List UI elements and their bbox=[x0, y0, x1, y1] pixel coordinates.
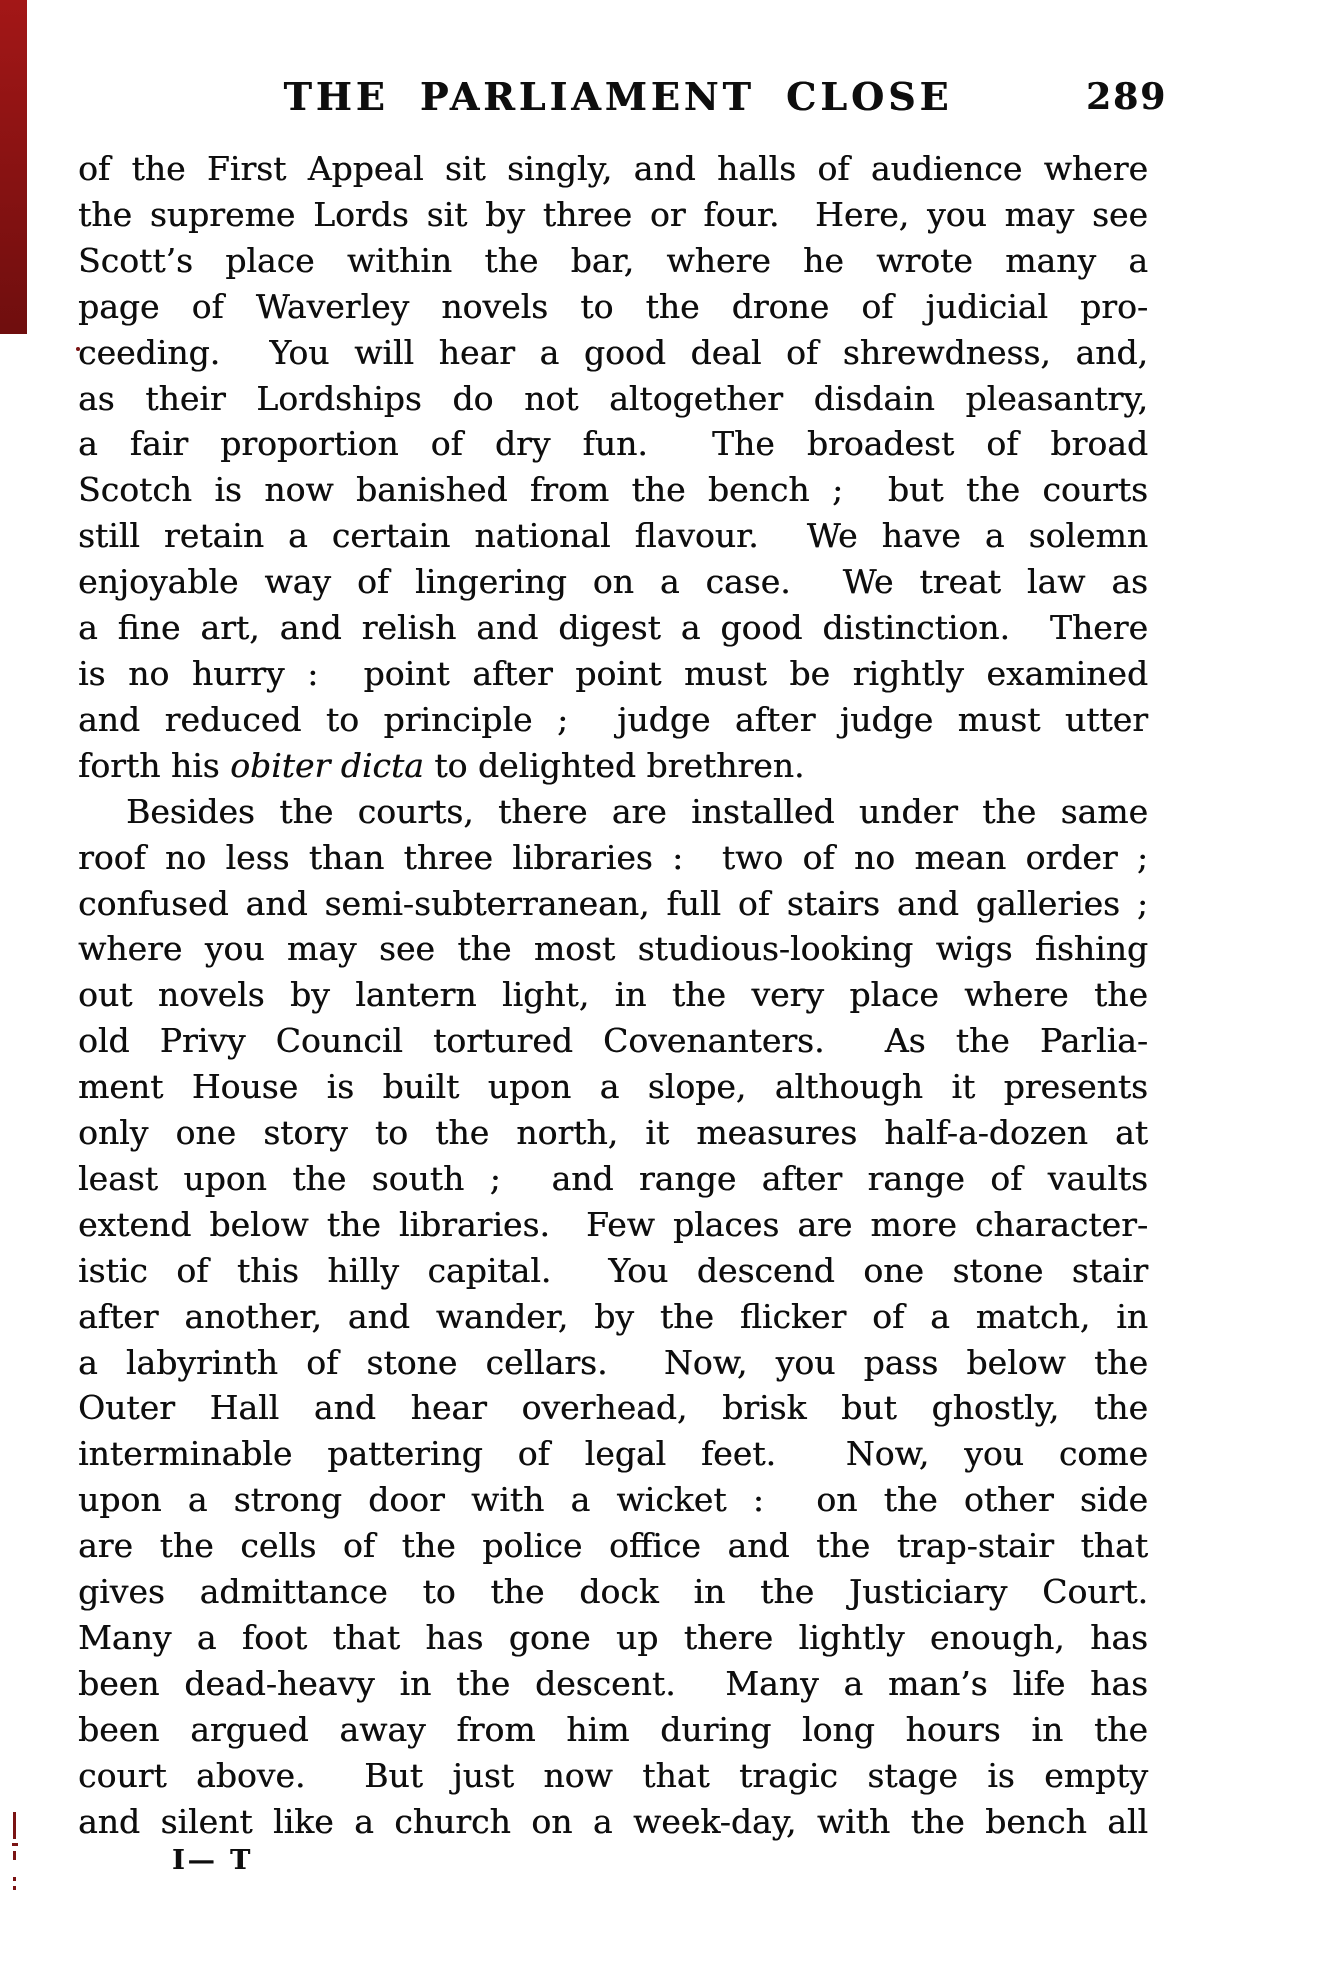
text-line: the supreme Lords sit by three or four. Here, you may see bbox=[78, 194, 1148, 234]
italic-phrase: obiter dicta bbox=[230, 745, 424, 785]
body-text bbox=[78, 146, 1148, 1845]
text-line: Scott’s place within the bar, where he wrote many a bbox=[78, 240, 1148, 280]
running-title: THE PARLIAMENT CLOSE bbox=[283, 74, 953, 119]
text-line: Many a foot that has gone up there lightly enough, has bbox=[78, 1618, 1148, 1657]
page-number: 289 bbox=[1086, 76, 1168, 118]
text-line: are the cells of the police office and the trap-stair that bbox=[78, 1526, 1148, 1566]
text-line: confused and semi-subterranean, full of stairs and galleries ; bbox=[78, 883, 1148, 923]
text-segment: to delighted brethren. bbox=[423, 745, 805, 785]
text-line: a fair proportion of dry fun. The broadest of broad bbox=[78, 424, 1148, 464]
text-line: a fine art, and relish and digest a good distinction. There bbox=[78, 608, 1148, 648]
text-line: old Privy Council tortured Covenanters. As the Parlia- bbox=[78, 1021, 1148, 1061]
edge-mark-artifact bbox=[13, 1851, 16, 1860]
edge-mark-artifact bbox=[13, 1812, 16, 1839]
text-line: after another, and wander, by the flicker of a match, in bbox=[78, 1296, 1148, 1336]
red-ribbon-artifact bbox=[0, 0, 27, 334]
text-line: only one story to the north, it measures half-a-dozen at bbox=[78, 1113, 1148, 1153]
text-line: upon a strong door with a wicket : on the other side bbox=[78, 1480, 1148, 1520]
text-line: Besides the courts, there are installed under the same bbox=[126, 791, 1148, 831]
edge-mark-artifact bbox=[13, 1886, 16, 1890]
text-line: roof no less than three libraries : two of no mean order ; bbox=[78, 837, 1148, 877]
text-line: and reduced to principle ; judge after judge must utter bbox=[78, 699, 1148, 739]
text-line: been argued away from him during long hours in the bbox=[78, 1709, 1148, 1749]
text-line: ment House is built upon a slope, although it presents bbox=[78, 1067, 1148, 1107]
text-line bbox=[78, 743, 1148, 789]
text-line: least upon the south ; and range after range of vaults bbox=[78, 1158, 1148, 1198]
text-line: court above. But just now that tragic stage is empty bbox=[78, 1755, 1148, 1795]
text-line: Scotch is now banished from the bench ; but the courts bbox=[78, 470, 1148, 510]
text-line: and silent like a church on a week-day, with the bench all bbox=[78, 1801, 1148, 1841]
text-line: interminable pattering of legal feet. Now, you come bbox=[78, 1434, 1148, 1474]
text-line: as their Lordships do not altogether disdain pleasantry, bbox=[78, 378, 1148, 418]
text-line: enjoyable way of lingering on a case. We treat law as bbox=[78, 562, 1148, 602]
text-segment: forth his bbox=[78, 745, 231, 785]
text-line: extend below the libraries. Few places are more character- bbox=[78, 1204, 1148, 1244]
page-header bbox=[78, 74, 1168, 122]
edge-mark-artifact bbox=[12, 1843, 18, 1846]
text-line: been dead-heavy in the descent. Many a man’s life has bbox=[78, 1663, 1148, 1703]
text-line: of the First Appeal sit singly, and halls of audience where bbox=[78, 149, 1148, 188]
text-line: istic of this hilly capital. You descend one stone stair bbox=[78, 1250, 1148, 1290]
text-line: page of Waverley novels to the drone of judicial pro- bbox=[78, 286, 1148, 326]
text-line: a labyrinth of stone cellars. Now, you pass below the bbox=[78, 1342, 1148, 1382]
text-line: ceeding. You will hear a good deal of shrewdness, and, bbox=[78, 332, 1148, 372]
text-line: Outer Hall and hear overhead, brisk but ghostly, the bbox=[78, 1388, 1148, 1428]
text-line: out novels by lantern light, in the very place where the bbox=[78, 975, 1148, 1015]
text-line: gives admittance to the dock in the Justiciary Court. bbox=[78, 1572, 1148, 1612]
text-line: still retain a certain national flavour. We have a solemn bbox=[78, 516, 1148, 556]
edge-mark-artifact bbox=[13, 1877, 16, 1881]
text-line: where you may see the most studious-looking wigs fishing bbox=[78, 929, 1148, 969]
text-line: is no hurry : point after point must be rightly examined bbox=[78, 653, 1148, 693]
printers-signature: I— T bbox=[172, 1845, 254, 1876]
